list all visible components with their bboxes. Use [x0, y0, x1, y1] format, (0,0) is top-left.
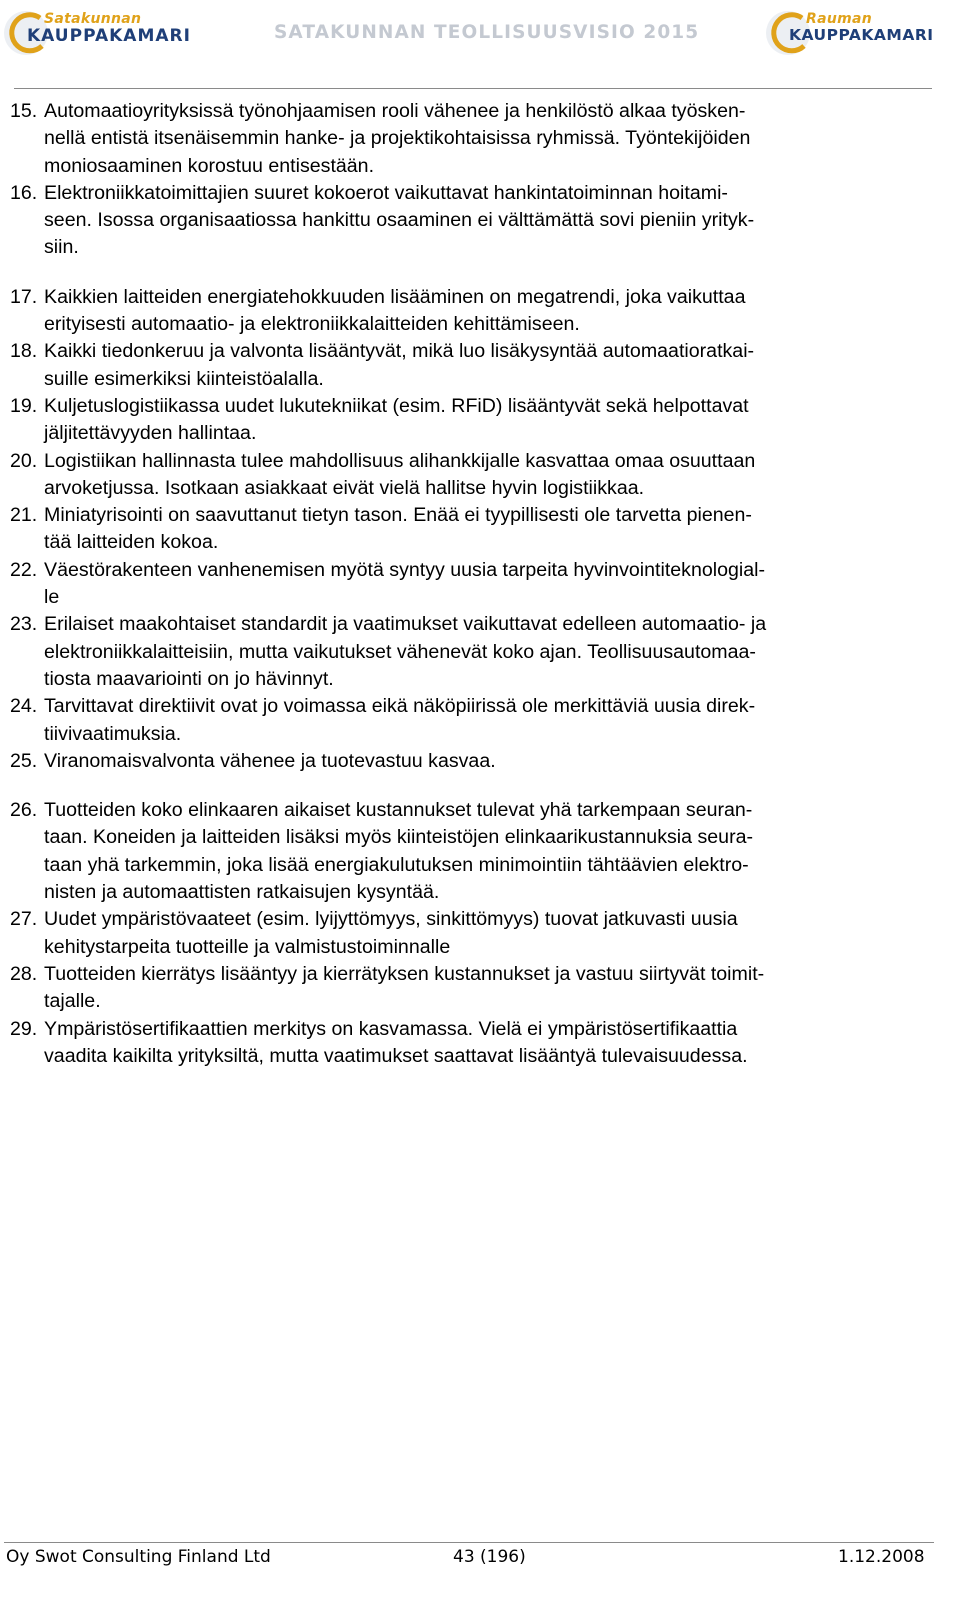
logo-right-top-word: Rauman: [806, 11, 872, 27]
list-item: [10, 557, 940, 612]
list-item: [10, 906, 940, 961]
logo-right-bottom-word: KAUPPAKAMARI: [789, 26, 934, 44]
list-item-number: 28.: [10, 962, 38, 985]
list-item-number: 21.: [10, 504, 38, 527]
list-item-number: 16.: [10, 181, 38, 204]
list-item: [10, 748, 940, 775]
list-item-number: 15.: [10, 100, 38, 122]
list-item: [10, 961, 940, 1016]
list-item-number: 24.: [10, 695, 38, 718]
list-item-text: Tarvittavat direktiivit ovat jo voimassa eikä näköpiirissä ole merkittäviä uusia direk- tiivivaatimuksia.: [44, 695, 756, 745]
list-item: [10, 797, 940, 906]
list-item: [10, 502, 940, 557]
list-item-number: 23.: [10, 613, 38, 636]
list-item: [10, 338, 940, 393]
list-item-number: 25.: [10, 749, 38, 772]
list-item-text: Automaatioyrityksissä työnohjaamisen rooli vähenee ja henkilöstö alkaa työsken- nellä entistä itsenäisemmin hanke- ja projektikohtaisissa ryhmissä. Työntekijöiden moniosaaminen korostuu entisestään.: [44, 100, 751, 177]
list-item-number: 29.: [10, 1017, 38, 1040]
list-item: [10, 693, 940, 748]
list-item-text: Miniatyrisointi on saavuttanut tietyn tason. Enää ei tyypillisesti ole tarvetta pienen- tää laitteiden kokoa.: [44, 504, 752, 554]
list-item: [10, 284, 940, 339]
list-item: [10, 448, 940, 503]
logo-left-top-word: Satakunnan: [44, 11, 142, 27]
list-item-text: Elektroniikkatoimittajien suuret kokoerot vaikuttavat hankintatoiminnan hoitami- seen. Isossa organisaatiossa hankittu osaaminen ei välttämättä sovi pieniin yrityk- siin.: [44, 181, 755, 259]
list-item-number: 17.: [10, 285, 38, 308]
list-item-number: 22.: [10, 558, 38, 581]
list-item: [10, 98, 940, 180]
logo-left-bottom-word: KAUPPAKAMARI: [27, 26, 191, 46]
footer-divider: [4, 1542, 934, 1543]
list-item-number: 19.: [10, 394, 38, 417]
footer-page-number: 43 (196): [453, 1547, 526, 1567]
list-item-text: Tuotteiden kierrätys lisääntyy ja kierrätyksen kustannukset ja vastuu siirtyvät toimit- tajalle.: [44, 962, 765, 1013]
footer-company: Oy Swot Consulting Finland Ltd: [6, 1547, 271, 1567]
list-item-text: Kuljetuslogistiikassa uudet lukutekniikat (esim. RFiD) lisääntyvät sekä helpottavat jäljitettävyyden hallintaa.: [44, 394, 749, 445]
document-header-title: SATAKUNNAN TEOLLISUUSVISIO 2015: [274, 22, 700, 43]
satakunnan-kauppakamari-logo: [2, 4, 202, 62]
rauman-kauppakamari-logo: [764, 4, 960, 62]
list-item-text: Logistiikan hallinnasta tulee mahdollisuus alihankkijalle kasvattaa omaa osuuttaan arvoketjussa. Isotkaan asiakkaat eivät vielä hallitse hyvin logistiikkaa.: [44, 449, 756, 499]
list-item-text: Ympäristösertifikaattien merkitys on kasvamassa. Vielä ei ympäristösertifikaattia vaadita kaikilta yrityksiltä, mutta vaatimukset saattavat lisääntyä tulevaisuudessa.: [44, 1017, 748, 1067]
list-item: [10, 180, 940, 262]
list-item-text: Kaikkien laitteiden energiatehokkuuden lisääminen on megatrendi, joka vaikuttaa erityisesti automaatio- ja elektroniikkalaitteiden kehittämiseen.: [44, 285, 746, 336]
list-item-text: Viranomaisvalvonta vähenee ja tuotevastuu kasvaa.: [44, 749, 496, 772]
list-item-number: 27.: [10, 908, 38, 931]
list-item: [10, 393, 940, 448]
list-item-text: Erilaiset maakohtaiset standardit ja vaatimukset vaikuttavat edelleen automaatio- ja elektroniikkalaitteisiin, mutta vaikutukset vähenevät koko ajan. Teollisuusautomaa- tiosta maavariointi on jo hävinnyt.: [44, 613, 767, 690]
list-item: [10, 1016, 940, 1071]
section-spacer: [10, 262, 940, 284]
list-item: [10, 611, 940, 693]
header-divider: [14, 88, 932, 89]
list-item-text: Kaikki tiedonkeruu ja valvonta lisääntyvät, mikä luo lisäkysyntää automaatioratkai- suille esimerkiksi kiinteistöalalla.: [44, 340, 755, 390]
list-item-text: Tuotteiden koko elinkaaren aikaiset kustannukset tulevat yhä tarkempaan seuran- taan. Koneiden ja laitteiden lisäksi myös kiinteistöjen elinkaarikustannuksia seura- taan yhä tarkemmin, joka lisää energiakulutuksen minimointiin tähtäävien elektro- nisten ja automaattisten ratkaisujen kysyntää.: [44, 799, 754, 904]
list-item-text: Uudet ympäristövaateet (esim. lyijyttömyys, sinkittömyys) tuovat jatkuvasti uusia kehitystarpeita tuotteille ja valmistustoiminnalle: [44, 908, 738, 958]
section-spacer: [10, 775, 940, 797]
footer-date: 1.12.2008: [838, 1547, 925, 1567]
list-item-number: 26.: [10, 799, 38, 822]
numbered-statement-list: [10, 98, 940, 1070]
list-item-number: 18.: [10, 340, 38, 363]
list-item-text: Väestörakenteen vanhenemisen myötä syntyy uusia tarpeita hyvinvointiteknologial- le: [44, 558, 766, 609]
list-item-number: 20.: [10, 449, 38, 472]
